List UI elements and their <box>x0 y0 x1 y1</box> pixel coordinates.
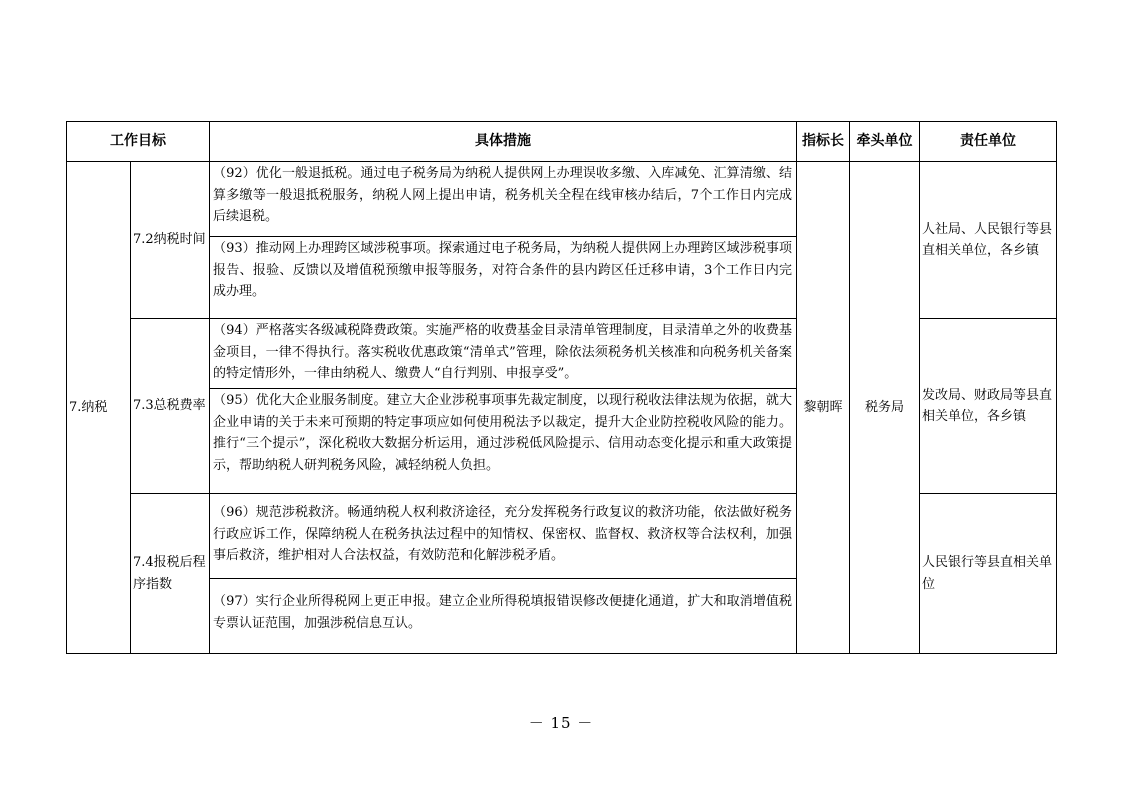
responsible-cell: 人民银行等县直相关单位 <box>920 494 1057 654</box>
header-lead-unit: 牵头单位 <box>850 122 920 162</box>
measure-item: （93）推动网上办理跨区域涉税事项。探索通过电子税务局，为纳税人提供网上办理跨区域涉税事项报告、报验、反馈以及增值税预缴申报等服务，对符合条件的县内跨区任迁移申请，3个工作日内完成办理。 <box>210 236 796 318</box>
responsible-cell: 人社局、人民银行等县直相关单位，各乡镇 <box>920 162 1057 319</box>
header-measures: 具体措施 <box>210 122 797 162</box>
measure-item: （97）实行企业所得税网上更正申报。建立企业所得税填报错误修改便捷化通道，扩大和取消增值税专票认证范围，加强涉税信息互认。 <box>210 578 796 653</box>
measure-item: （94）严格落实各级减税降费政策。实施严格的收费基金目录清单管理制度，目录清单之外的收费基金项目，一律不得执行。落实税收优惠政策“清单式”管理，除依法须税务机关核准和向税务机关备案的特定情形外，一律由纳税人、缴费人“自行判别、申报享受”。 <box>213 323 792 381</box>
header-responsible: 责任单位 <box>920 122 1057 162</box>
measures-cell <box>210 319 797 494</box>
sub-goal-cell: 7.4报税后程序指数 <box>131 494 210 654</box>
measure-item: （96）规范涉税救济。畅通纳税人权利救济途径，充分发挥税务行政复议的救济功能，依法做好税务行政应诉工作，保障纳税人在税务执法过程中的知情权、保密权、监督权、救济权等合法权利，加强事后救济，维护相对人合法权益，有效防范和化解涉税矛盾。 <box>213 505 792 563</box>
measures-cell <box>210 494 797 654</box>
page-number: － 15 － <box>528 714 594 732</box>
measures-cell <box>210 162 797 319</box>
table-header-row <box>67 122 1057 162</box>
goal-cell: 7.纳税 <box>67 162 131 654</box>
header-indicator-head: 指标长 <box>797 122 850 162</box>
measure-item: （92）优化一般退抵税。通过电子税务局为纳税人提供网上办理误收多缴、入库减免、汇算清缴、结算多缴等一般退抵税服务，纳税人网上提出申请，税务机关全程在线审核办结后，7个工作日内完成后续退税。 <box>213 166 792 224</box>
header-goal: 工作目标 <box>67 122 210 162</box>
lead-unit-cell: 税务局 <box>850 162 920 654</box>
responsible-cell: 发改局、财政局等县直相关单位，各乡镇 <box>920 319 1057 494</box>
work-table <box>66 121 1057 654</box>
sub-goal-cell: 7.2纳税时间 <box>131 162 210 319</box>
indicator-head-cell: 黎朝晖 <box>797 162 850 654</box>
measure-item: （95）优化大企业服务制度。建立大企业涉税事项事先裁定制度，以现行税收法律法规为依据，就大企业申请的关于未来可预期的特定事项应如何使用税法予以裁定，提升大企业防控税收风险的能力。推行“三个提示”，深化税收大数据分析运用，通过涉税低风险提示、信用动态变化提示和重大政策提示，帮助纳税人研判税务风险，减轻纳税人负担。 <box>210 388 796 493</box>
table-row <box>67 162 1057 319</box>
sub-goal-cell: 7.3总税费率 <box>131 319 210 494</box>
